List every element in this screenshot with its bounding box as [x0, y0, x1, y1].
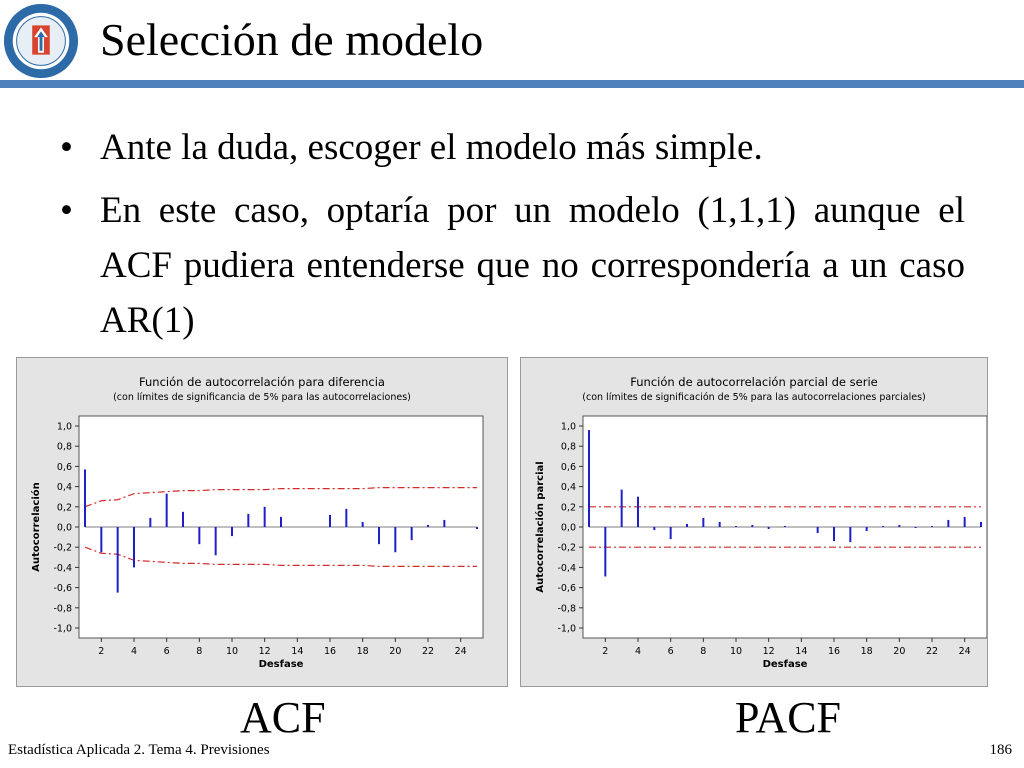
x-tick-label: 18 — [356, 646, 369, 657]
x-tick-label: 2 — [98, 646, 105, 657]
y-axis-label: Autocorrelación parcial — [535, 461, 546, 593]
pacf-chart — [521, 358, 987, 686]
y-tick-label: -0,4 — [53, 562, 72, 574]
x-tick-label: 14 — [291, 646, 304, 657]
y-tick-label: -1,0 — [53, 623, 72, 635]
x-tick-label: 24 — [454, 646, 467, 657]
y-tick-label: 0,4 — [560, 482, 576, 494]
x-tick-label: 22 — [421, 646, 435, 657]
x-tick-label: 8 — [196, 646, 203, 657]
y-tick-label: -0,2 — [53, 542, 72, 554]
x-tick-label: 20 — [893, 646, 906, 657]
x-tick-label: 16 — [323, 646, 337, 657]
x-axis-label: Desfase — [762, 659, 808, 670]
x-tick-label: 20 — [389, 646, 402, 657]
chart-title: Función de autocorrelación para diferencia — [139, 375, 385, 389]
x-tick-label: 10 — [225, 646, 239, 657]
x-tick-label: 4 — [130, 646, 138, 657]
x-tick-label: 24 — [958, 646, 971, 657]
y-tick-label: 0,2 — [560, 502, 576, 514]
y-axis-label: Autocorrelación — [31, 482, 42, 572]
page-title: Selección de modelo — [100, 14, 484, 65]
y-tick-label: 0,8 — [56, 441, 72, 453]
x-tick-label: 22 — [925, 646, 939, 657]
x-tick-label: 4 — [634, 646, 642, 657]
y-tick-label: 0,6 — [56, 461, 72, 473]
y-tick-label: 0,2 — [56, 502, 72, 514]
y-tick-label: 0,0 — [56, 522, 72, 534]
footer-course: Estadística Aplicada 2. Tema 4. Previsiones — [8, 742, 270, 758]
x-tick-label: 10 — [729, 646, 743, 657]
y-tick-label: 0,8 — [560, 441, 576, 453]
x-tick-label: 2 — [602, 646, 609, 657]
y-tick-label: -0,8 — [53, 603, 72, 615]
y-tick-label: 0,4 — [56, 482, 72, 494]
y-tick-label: 1,0 — [560, 421, 576, 433]
x-tick-label: 6 — [667, 646, 674, 657]
acf-label: ACF — [240, 693, 326, 742]
chart-title: Función de autocorrelación parcial de serie — [630, 375, 878, 389]
x-tick-label: 12 — [258, 646, 271, 657]
x-tick-label: 12 — [762, 646, 775, 657]
y-tick-label: -0,4 — [557, 562, 576, 574]
y-tick-label: -0,6 — [53, 583, 72, 595]
chart-subtitle: (con límites de significancia de 5% para las autocorrelaciones) — [113, 392, 411, 403]
x-tick-label: 14 — [795, 646, 808, 657]
acf-chart — [17, 358, 507, 686]
bullet-item: • En este caso, optaría por un modelo (1,1,1) aunque el ACF pudiera entenderse que no correspondería a un caso AR(1) — [60, 183, 965, 348]
footer-page-number: 186 — [989, 742, 1012, 758]
y-tick-label: -1,0 — [557, 623, 576, 635]
y-tick-label: 0,6 — [560, 461, 576, 473]
bullet-list — [60, 120, 965, 356]
title-underline — [0, 80, 1024, 88]
y-tick-label: -0,2 — [557, 542, 576, 554]
x-axis-label: Desfase — [258, 659, 304, 670]
x-tick-label: 16 — [827, 646, 841, 657]
y-tick-label: -0,6 — [557, 583, 576, 595]
bullet-item: • Ante la duda, escoger el modelo más simple. — [60, 120, 965, 175]
y-tick-label: 0,0 — [560, 522, 576, 534]
y-tick-label: -0,8 — [557, 603, 576, 615]
x-tick-label: 8 — [700, 646, 707, 657]
chart-subtitle: (con límites de significación de 5% para las autocorrelaciones parciales) — [582, 392, 926, 403]
pacf-chart-frame — [520, 357, 988, 687]
acf-chart-frame — [16, 357, 508, 687]
y-tick-label: 1,0 — [56, 421, 72, 433]
x-tick-label: 6 — [163, 646, 170, 657]
university-logo — [2, 2, 80, 80]
x-tick-label: 18 — [860, 646, 873, 657]
pacf-label: PACF — [735, 693, 842, 742]
